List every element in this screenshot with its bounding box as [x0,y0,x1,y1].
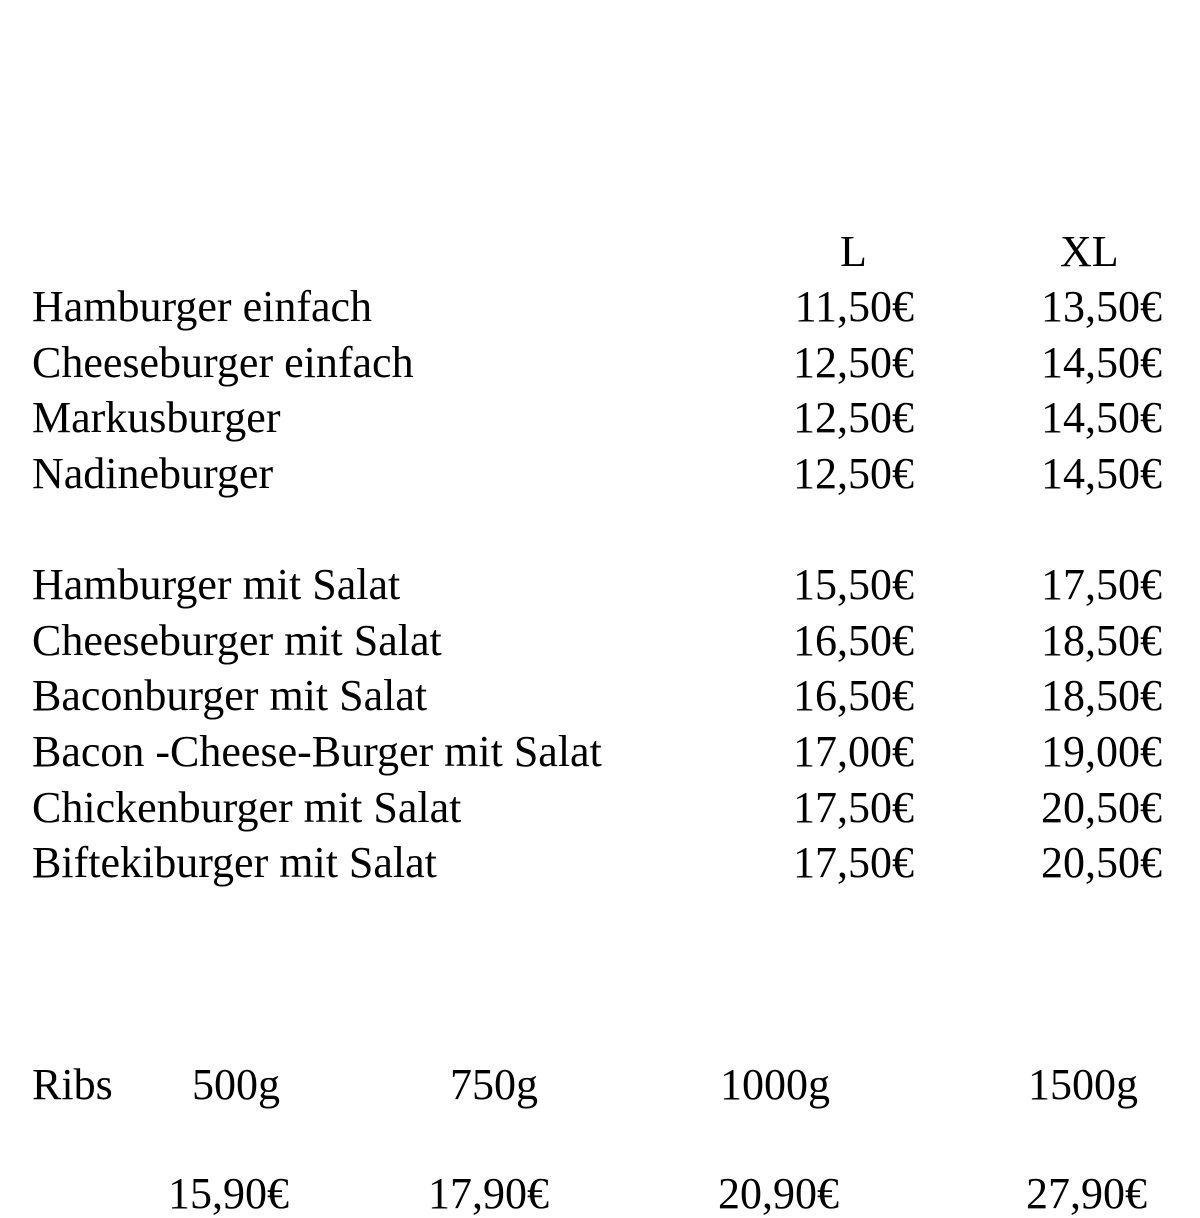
price-l: 16,50€ [793,616,914,665]
item-name: Baconburger mit Salat [32,671,428,720]
item-name: Cheeseburger einfach [32,338,414,387]
ribs-size: 1000g [720,1060,830,1109]
ribs-price: 15,90€ [168,1169,289,1218]
ribs-price: 27,90€ [1026,1169,1147,1218]
price-l: 11,50€ [794,282,914,331]
ribs-size: 1500g [1028,1060,1138,1109]
price-l: 17,50€ [793,838,914,887]
item-name: Cheeseburger mit Salat [32,616,442,665]
ribs-size: 750g [450,1060,538,1109]
price-l: 17,00€ [793,727,914,776]
price-l: 12,50€ [793,449,914,498]
size-header-l: L [840,227,867,276]
price-xl: 18,50€ [1041,616,1162,665]
ribs-size: 500g [192,1060,280,1109]
price-l: 12,50€ [793,393,914,442]
price-l: 12,50€ [793,338,914,387]
item-name: Hamburger einfach [32,282,373,331]
item-name: Nadineburger [32,449,274,498]
ribs-price: 17,90€ [428,1169,549,1218]
price-xl: 14,50€ [1041,449,1162,498]
item-name: Biftekiburger mit Salat [32,838,437,887]
price-xl: 20,50€ [1041,838,1162,887]
price-xl: 18,50€ [1041,671,1162,720]
item-name: Markusburger [32,393,281,442]
price-l: 17,50€ [793,783,914,832]
price-l: 15,50€ [793,560,914,609]
price-xl: 14,50€ [1041,338,1162,387]
ribs-label: Ribs [32,1060,113,1109]
price-xl: 14,50€ [1041,393,1162,442]
price-xl: 13,50€ [1041,282,1162,331]
item-name: Bacon -Cheese-Burger mit Salat [32,727,602,776]
ribs-price: 20,90€ [718,1169,839,1218]
price-l: 16,50€ [793,671,914,720]
size-header-xl: XL [1060,227,1119,276]
item-name: Hamburger mit Salat [32,560,401,609]
item-name: Chickenburger mit Salat [32,783,462,832]
price-xl: 20,50€ [1041,783,1162,832]
price-xl: 19,00€ [1041,727,1162,776]
price-xl: 17,50€ [1041,560,1162,609]
